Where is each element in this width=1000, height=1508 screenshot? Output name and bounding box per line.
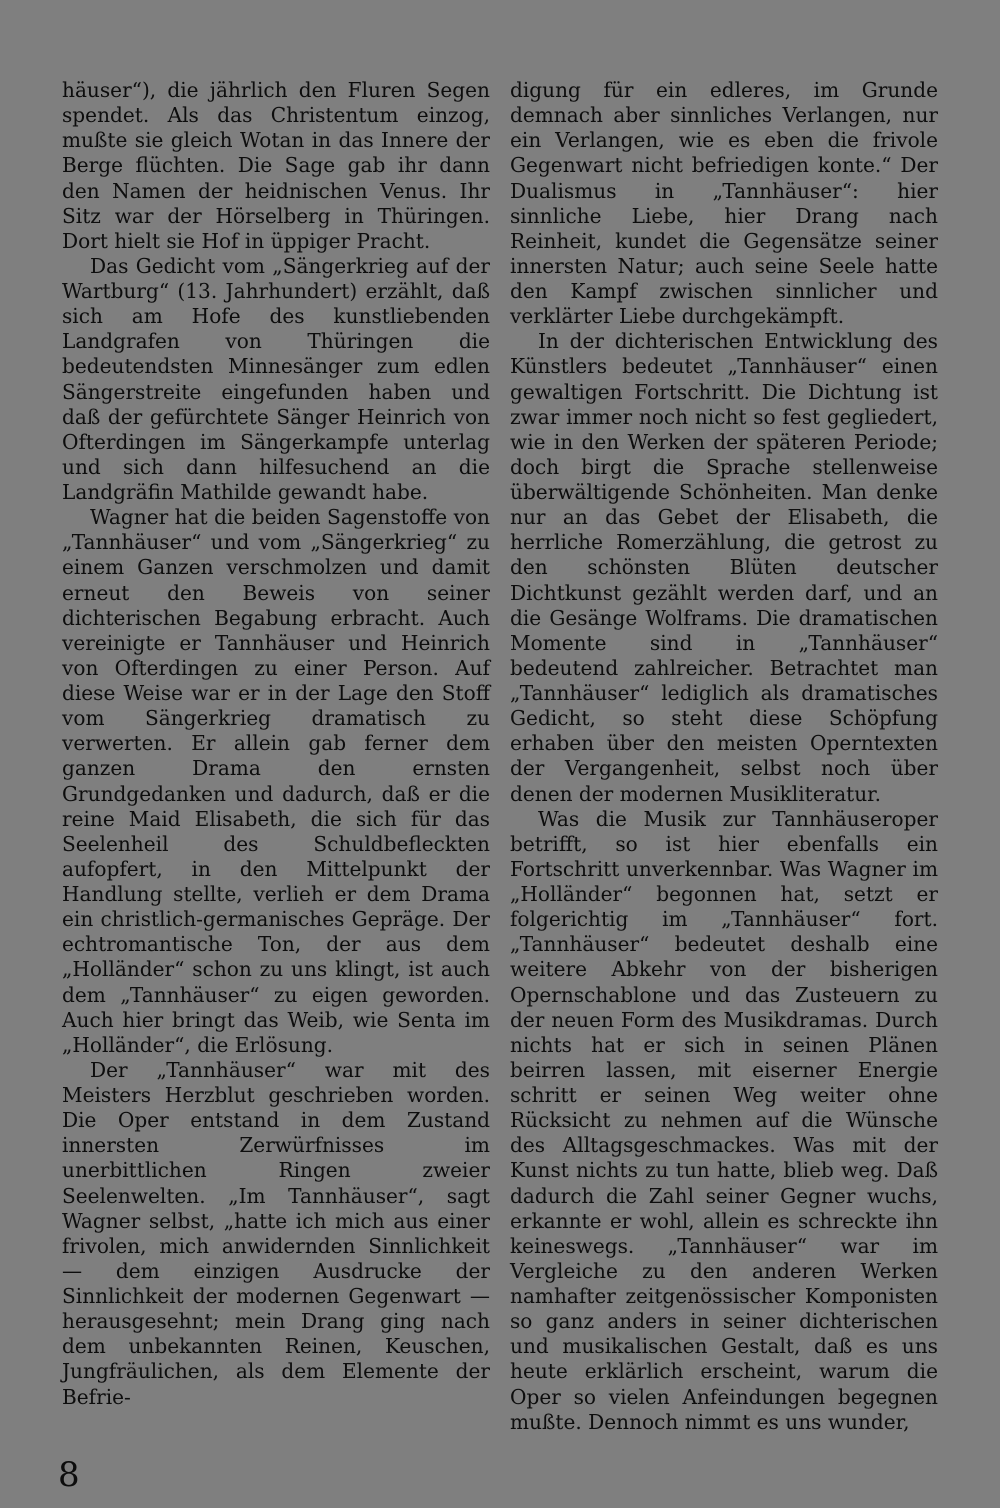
paragraph: Wagner hat die beiden Sagenstoffe von „Tannhäuser“ und vom „Sängerkrieg“ zu einem Ganzen verschmolzen und damit erneut den Beweis von seiner dichterischen Begabung erbracht. Auch vereinigte er Tannhäuser und Heinrich von Ofterdingen zu einer Person. Auf diese Weise war er in der Lage den Stoff vom Sängerkrieg dramatisch zu verwerten. Er allein gab ferner dem ganzen Drama den ernsten Grundgedanken und dadurch, daß er die reine Maid Elisabeth, die sich für das Seelenheil des Schuldbefleckten aufopfert, in den Mittelpunkt der Handlung stellte, verlieh er dem Drama ein christlich-germanisches Gepräge. Der echtromantische Ton, der aus dem „Holländer“ schon zu uns klingt, ist auch dem „Tannhäuser“ zu eigen geworden. Auch hier bringt das Weib, wie Senta im „Holländer“, die Erlösung. [62, 505, 490, 1057]
left-column [62, 78, 490, 1410]
paragraph: digung für ein edleres, im Grunde demnach aber sinnliches Verlangen, nur ein Verlangen, wie es eben die frivole Gegenwart nicht befriedigen konte.“ Der Dualismus in „Tannhäuser“: hier sinnliche Liebe, hier Drang nach Reinheit, kundet die Gegensätze seiner innersten Natur; auch seine Seele hatte den Kampf zwischen sinnlicher und verklärter Liebe durchgekämpft. [510, 78, 938, 329]
paragraph: Was die Musik zur Tannhäuseroper betrifft, so ist hier ebenfalls ein Fortschritt unverkennbar. Was Wagner im „Holländer“ begonnen hat, setzt er folgerichtig im „Tannhäuser“ fort. „Tannhäuser“ bedeutet deshalb eine weitere Abkehr von der bisherigen Opernschablone und das Zusteuern zu der neuen Form des Musikdramas. Durch nichts hat er sich in seinen Plänen beirren lassen, mit eiserner Energie schritt er seinen Weg weiter ohne Rücksicht zu nehmen auf die Wünsche des Alltagsgeschmackes. Was mit der Kunst nichts zu tun hatte, blieb weg. Daß dadurch die Zahl seiner Gegner wuchs, erkannte er wohl, allein es schreckte ihn keineswegs. „Tannhäuser“ war im Vergleiche zu den anderen Werken namhafter zeitgenössischer Komponisten so ganz anders in seiner dichterischen und musikalischen Gestalt, daß es uns heute erklärlich erscheint, warum die Oper so vielen Anfeindungen begegnen mußte. Dennoch nimmt es uns wunder, [510, 806, 938, 1434]
paragraph: häuser“), die jährlich den Fluren Segen spendet. Als das Christentum einzog, mußte sie gleich Wotan in das Innere der Berge flüchten. Die Sage gab ihr dann den Namen der heidnischen Venus. Ihr Sitz war der Hörselberg in Thüringen. Dort hielt sie Hof in üppiger Pracht. [62, 78, 490, 253]
paragraph: Das Gedicht vom „Sängerkrieg auf der Wartburg“ (13. Jahrhundert) erzählt, daß sich am Hofe des kunstliebenden Landgrafen von Thüringen die bedeutendsten Minnesänger zum edlen Sängerstreite eingefunden haben und daß der gefürchtete Sänger Heinrich von Ofterdingen im Sängerkampfe unterlag und sich dann hilfesuchend an die Landgräfin Mathilde gewandt habe. [62, 253, 490, 504]
paragraph: In der dichterischen Entwicklung des Künstlers bedeutet „Tannhäuser“ einen gewaltigen Fortschritt. Die Dichtung ist zwar immer noch nicht so fest gegliedert, wie in den Werken der späteren Periode; doch birgt die Sprache stellenweise überwältigende Schönheiten. Man denke nur an das Gebet der Elisabeth, die herrliche Romerzählung, die getrost zu den schönsten Blüten deutscher Dichtkunst gezählt werden darf, und an die Gesänge Wolframs. Die dramatischen Momente sind in „Tannhäuser“ bedeutend zahlreicher. Betrachtet man „Tannhäuser“ lediglich als dramatisches Gedicht, so steht diese Schöpfung erhaben über den meisten Operntexten der Vergangenheit, selbst noch über denen der modernen Musikliteratur. [510, 329, 938, 806]
paragraph: Der „Tannhäuser“ war mit des Meisters Herzblut geschrieben worden. Die Oper entstand in dem Zustand innersten Zerwürfnisses im unerbittlichen Ringen zweier Seelenwelten. „Im Tannhäuser“, sagt Wagner selbst, „hatte ich mich aus einer frivolen, mich anwidernden Sinnlichkeit — dem einzigen Ausdrucke der Sinnlichkeit der modernen Gegenwart — herausgesehnt; mein Drang ging nach dem unbekannten Reinen, Keuschen, Jungfräulichen, als dem Elemente der Befrie- [62, 1057, 490, 1409]
right-column [510, 78, 938, 1435]
page-number: 8 [58, 1455, 80, 1495]
